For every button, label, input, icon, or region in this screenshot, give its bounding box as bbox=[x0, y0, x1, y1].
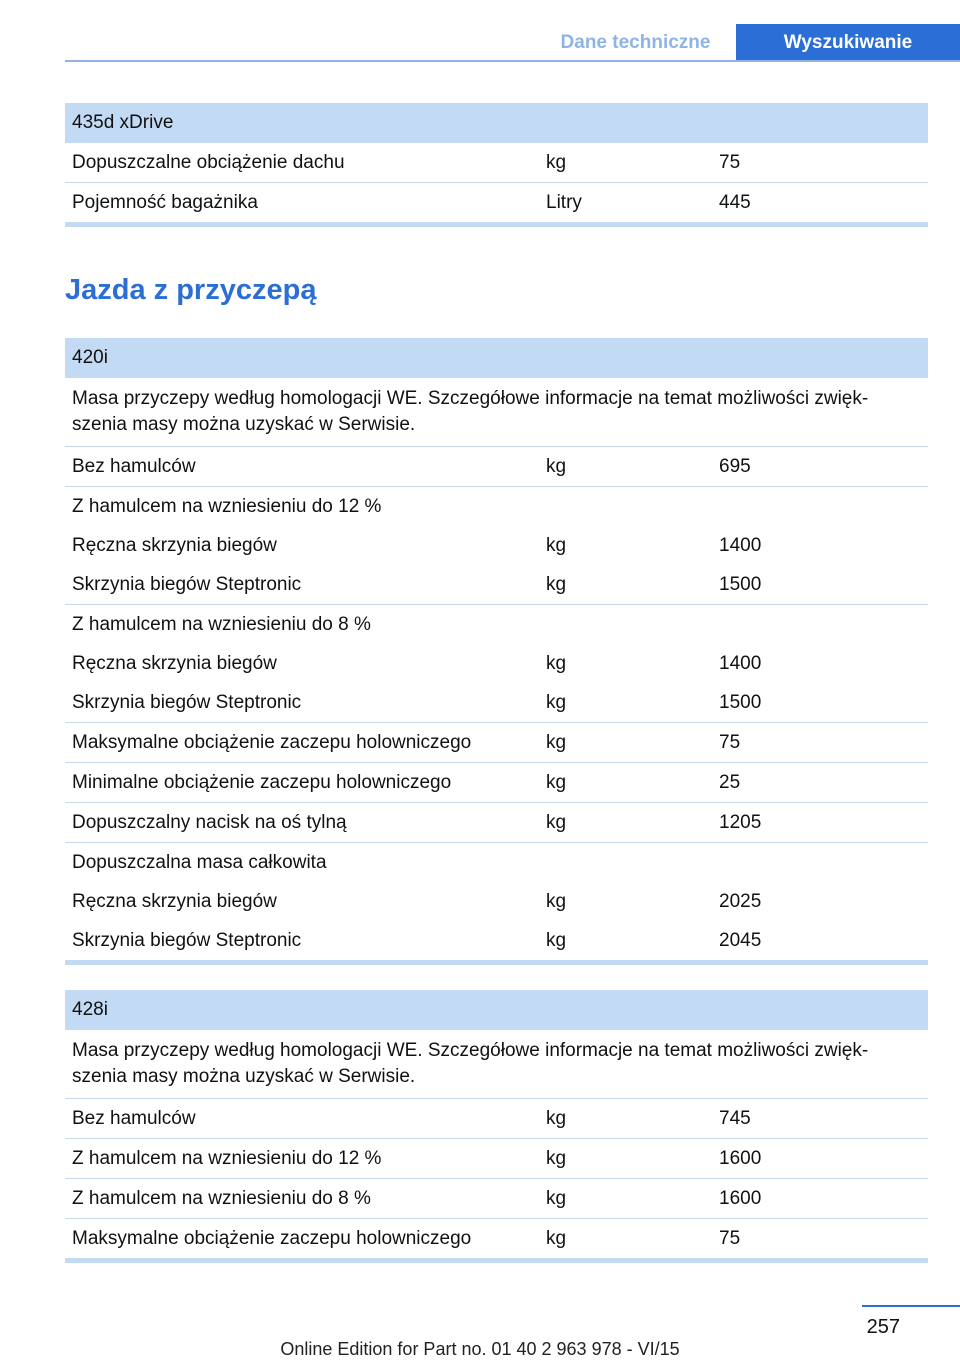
row-unit: kg bbox=[546, 1108, 567, 1129]
row-value: 1400 bbox=[719, 535, 762, 556]
row-unit: kg bbox=[546, 732, 567, 753]
table-row bbox=[65, 683, 928, 723]
row-label: Z hamulcem na wzniesieniu do 8 % bbox=[72, 1188, 371, 1209]
row-value: 1500 bbox=[719, 692, 762, 713]
table-row bbox=[65, 526, 928, 565]
table-header bbox=[65, 338, 928, 378]
row-label: Ręczna skrzynia biegów bbox=[72, 891, 277, 912]
row-value: 25 bbox=[719, 772, 741, 793]
row-label: Maksymalne obciążenie zaczepu holowniczego bbox=[72, 1228, 472, 1249]
table-end-bar bbox=[65, 222, 928, 227]
table-row bbox=[65, 1099, 928, 1139]
row-unit: kg bbox=[546, 1228, 567, 1249]
table-title: 428i bbox=[72, 999, 108, 1020]
tab-wyszukiwanie[interactable]: Wyszukiwanie bbox=[736, 24, 960, 62]
row-label: Z hamulcem na wzniesieniu do 8 % bbox=[72, 614, 371, 635]
tab-dane-techniczne[interactable]: Dane techniczne bbox=[560, 32, 711, 53]
table-row bbox=[65, 803, 928, 843]
row-unit: kg bbox=[546, 1188, 567, 1209]
table-row bbox=[65, 487, 928, 526]
row-label: Minimalne obciążenie zaczepu holowniczego bbox=[72, 772, 452, 793]
row-value: 1500 bbox=[719, 574, 762, 595]
table-end-bar bbox=[65, 960, 928, 965]
row-unit: Litry bbox=[546, 192, 582, 213]
row-label: Ręczna skrzynia biegów bbox=[72, 653, 277, 674]
row-label: Dopuszczalna masa całkowita bbox=[72, 852, 327, 873]
table-header bbox=[65, 103, 928, 143]
row-label: Skrzynia biegów Steptronic bbox=[72, 930, 302, 951]
row-label: Maksymalne obciążenie zaczepu holowniczego bbox=[72, 732, 472, 753]
table-428i bbox=[65, 990, 928, 1263]
table-row bbox=[65, 644, 928, 683]
table-row bbox=[65, 882, 928, 921]
table-header bbox=[65, 990, 928, 1030]
row-value: 75 bbox=[719, 1228, 741, 1249]
row-label: Skrzynia biegów Steptronic bbox=[72, 692, 302, 713]
row-value: 2025 bbox=[719, 891, 762, 912]
row-value: 745 bbox=[719, 1108, 751, 1129]
row-unit: kg bbox=[546, 574, 567, 595]
row-unit: kg bbox=[546, 891, 567, 912]
row-value: 1400 bbox=[719, 653, 762, 674]
row-value: 1600 bbox=[719, 1148, 762, 1169]
table-row bbox=[65, 1179, 928, 1219]
table-row bbox=[65, 447, 928, 487]
table-note: Masa przyczepy według homologacji WE. Szczegółowe informacje na temat możliwości zwiększenia masy można uzyskać w Serwisie. bbox=[65, 1030, 928, 1099]
row-unit: kg bbox=[546, 1148, 567, 1169]
row-value: 695 bbox=[719, 456, 751, 477]
table-title: 435d xDrive bbox=[72, 112, 174, 133]
table-420i bbox=[65, 338, 928, 965]
row-unit: kg bbox=[546, 772, 567, 793]
table-row bbox=[65, 183, 928, 222]
section-title: Jazda z przyczepą bbox=[65, 274, 317, 306]
row-label: Skrzynia biegów Steptronic bbox=[72, 574, 302, 595]
row-value: 75 bbox=[719, 732, 741, 753]
table-row bbox=[65, 921, 928, 960]
row-value: 2045 bbox=[719, 930, 762, 951]
table-end-bar bbox=[65, 1258, 928, 1263]
row-label: Bez hamulców bbox=[72, 456, 196, 477]
row-label: Pojemność bagażnika bbox=[72, 192, 258, 213]
row-value: 1600 bbox=[719, 1188, 762, 1209]
table-row bbox=[65, 723, 928, 763]
header-divider bbox=[65, 60, 960, 62]
table-title: 420i bbox=[72, 347, 108, 368]
row-unit: kg bbox=[546, 152, 567, 173]
row-value: 1205 bbox=[719, 812, 762, 833]
row-label: Dopuszczalne obciążenie dachu bbox=[72, 152, 345, 173]
row-unit: kg bbox=[546, 812, 567, 833]
table-row bbox=[65, 565, 928, 605]
page-number: 257 bbox=[866, 1316, 900, 1338]
row-label: Ręczna skrzynia biegów bbox=[72, 535, 277, 556]
page-number-rule bbox=[862, 1305, 960, 1307]
footer-edition: Online Edition for Part no. 01 40 2 963 978 - VI/15 bbox=[280, 1339, 680, 1359]
row-unit: kg bbox=[546, 930, 567, 951]
row-value: 445 bbox=[719, 192, 751, 213]
row-unit: kg bbox=[546, 456, 567, 477]
row-unit: kg bbox=[546, 535, 567, 556]
row-label: Bez hamulców bbox=[72, 1108, 196, 1129]
row-label: Z hamulcem na wzniesieniu do 12 % bbox=[72, 1148, 382, 1169]
top-navigation bbox=[65, 24, 960, 62]
row-value: 75 bbox=[719, 152, 741, 173]
table-row bbox=[65, 763, 928, 803]
table-row bbox=[65, 1219, 928, 1258]
table-note: Masa przyczepy według homologacji WE. Szczegółowe informacje na temat możliwości zwiększenia masy można uzyskać w Serwisie. bbox=[65, 378, 928, 447]
table-435d-xdrive bbox=[65, 103, 928, 227]
table-row bbox=[65, 1139, 928, 1179]
table-row bbox=[65, 143, 928, 183]
table-row bbox=[65, 605, 928, 644]
table-row bbox=[65, 843, 928, 882]
row-unit: kg bbox=[546, 653, 567, 674]
row-label: Z hamulcem na wzniesieniu do 12 % bbox=[72, 496, 382, 517]
row-unit: kg bbox=[546, 692, 567, 713]
row-label: Dopuszczalny nacisk na oś tylną bbox=[72, 812, 347, 833]
